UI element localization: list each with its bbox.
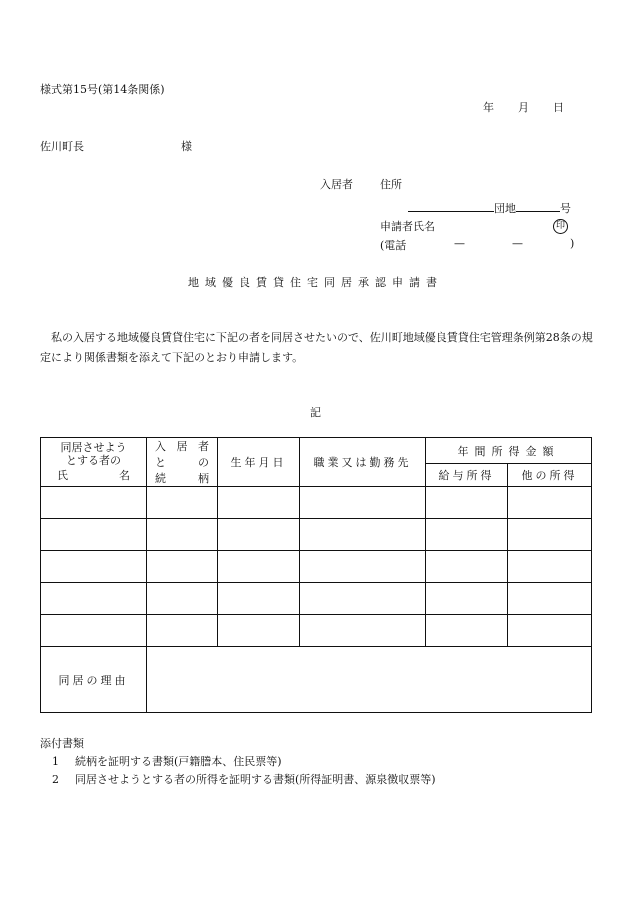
address-label: 住所	[380, 178, 402, 191]
cell-other[interactable]	[508, 551, 592, 583]
form-number: 様式第15号(第14条関係)	[40, 83, 165, 96]
cell-salary[interactable]	[426, 615, 508, 647]
addressee-honorific: 様	[181, 140, 192, 153]
document-title: 地域優良賃貸住宅同居承認申請書	[188, 276, 443, 289]
cell-salary[interactable]	[426, 551, 508, 583]
header-col1-shi: 氏	[57, 469, 68, 482]
table-row	[41, 615, 592, 647]
header-col2-zoku: 続	[155, 472, 166, 485]
phone-dash-2: —	[512, 237, 523, 250]
cell-other[interactable]	[508, 583, 592, 615]
phone-open: (電話	[380, 239, 407, 252]
cell-relationship[interactable]	[147, 583, 218, 615]
header-relationship	[147, 438, 218, 487]
header-col1-line2: とする者の	[66, 454, 121, 467]
body-paragraph: 私の入居する地域優良賃貸住宅に下記の者を同居させたいので、佐川町地域優良賃貸住宅管理条例第28条の規定により関係書類を添えて下記のとおり申請します。	[40, 331, 593, 364]
header-occupation: 職業又は勤務先	[300, 438, 426, 487]
cell-name[interactable]	[41, 583, 147, 615]
cell-relationship[interactable]	[147, 519, 218, 551]
cohabitant-table	[40, 437, 592, 713]
cell-occupation[interactable]	[300, 519, 426, 551]
phone-close: )	[570, 237, 575, 250]
resident-label: 入居者	[320, 178, 353, 191]
addressee-name: 佐川町長	[40, 140, 84, 153]
attachment-num-1: 1	[52, 755, 59, 768]
header-col2-char2: 居	[176, 440, 188, 453]
date-day: 日	[553, 101, 564, 114]
date-line	[483, 99, 564, 115]
header-col1-mei: 名	[119, 469, 130, 482]
cell-occupation[interactable]	[300, 583, 426, 615]
reason-field[interactable]	[147, 647, 592, 713]
cell-other[interactable]	[508, 487, 592, 519]
attachment-num-2: 2	[52, 773, 59, 786]
header-other-income: 他の所得	[508, 464, 592, 487]
table-row	[41, 487, 592, 519]
cell-occupation[interactable]	[300, 487, 426, 519]
table-row	[41, 583, 592, 615]
danchi-blank	[408, 201, 494, 212]
cell-occupation[interactable]	[300, 551, 426, 583]
header-col2-no: の	[198, 456, 209, 469]
go-label: 号	[560, 202, 571, 215]
header-col2-char3: 者	[198, 440, 209, 453]
cell-birthdate[interactable]	[218, 487, 300, 519]
cell-salary[interactable]	[426, 487, 508, 519]
cell-birthdate[interactable]	[218, 615, 300, 647]
attachment-text-2: 同居させようとする者の所得を証明する書類(所得証明書、源泉徴収票等)	[75, 773, 436, 786]
attachment-item-1	[52, 753, 282, 769]
attachments-heading: 添付書類	[40, 737, 84, 750]
cell-birthdate[interactable]	[218, 583, 300, 615]
attachment-item-2	[52, 771, 436, 787]
reason-label: 同居の理由	[41, 647, 147, 713]
cell-other[interactable]	[508, 615, 592, 647]
cell-name[interactable]	[41, 615, 147, 647]
seal-mark	[553, 218, 568, 234]
table-row	[41, 551, 592, 583]
header-cohabitant-name	[41, 438, 147, 487]
cell-salary[interactable]	[426, 519, 508, 551]
header-col2-to: と	[155, 456, 166, 469]
danchi-label: 団地	[494, 202, 516, 215]
room-number-blank	[516, 201, 560, 212]
phone-dash-1: —	[454, 237, 465, 250]
header-col1-line1: 同居させよう	[60, 441, 127, 454]
cell-birthdate[interactable]	[218, 551, 300, 583]
cell-name[interactable]	[41, 487, 147, 519]
cell-birthdate[interactable]	[218, 519, 300, 551]
cell-relationship[interactable]	[147, 551, 218, 583]
cell-other[interactable]	[508, 519, 592, 551]
danchi-line	[408, 200, 571, 216]
header-col2-char1: 入	[155, 440, 166, 453]
header-salary-income: 給与所得	[426, 464, 508, 487]
cell-name[interactable]	[41, 519, 147, 551]
ki-mark: 記	[310, 406, 321, 419]
applicant-name-label: 申請者氏名	[380, 220, 435, 233]
header-col2-gara: 柄	[198, 472, 209, 485]
cell-occupation[interactable]	[300, 615, 426, 647]
header-birthdate: 生年月日	[218, 438, 300, 487]
attachment-text-1: 続柄を証明する書類(戸籍謄本、住民票等)	[75, 755, 282, 768]
cell-salary[interactable]	[426, 583, 508, 615]
cell-name[interactable]	[41, 551, 147, 583]
cell-relationship[interactable]	[147, 487, 218, 519]
cell-relationship[interactable]	[147, 615, 218, 647]
header-col2-line2	[147, 454, 217, 470]
header-annual-income: 年間所得金額	[426, 438, 592, 464]
header-col1-line3	[41, 467, 146, 483]
header-col2-line3	[147, 470, 217, 486]
header-col2-line1	[147, 438, 217, 454]
date-year: 年	[483, 101, 494, 114]
date-month: 月	[518, 101, 529, 114]
table-row	[41, 519, 592, 551]
seal-circle: 印	[553, 219, 568, 234]
